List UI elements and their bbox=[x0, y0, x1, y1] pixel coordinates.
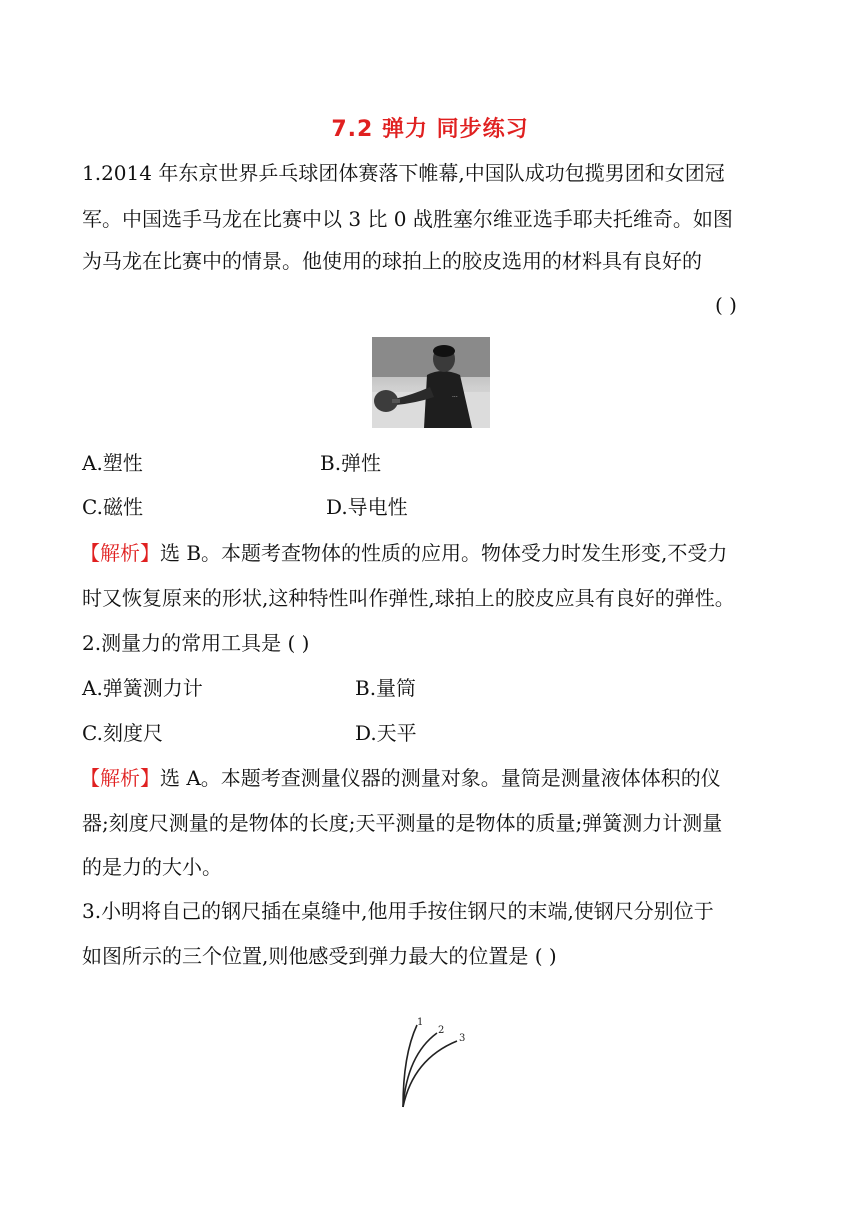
q1-analysis-line-2: 时又恢复原来的形状,这种特性叫作弹性,球拍上的胶皮应具有良好的弹性。 bbox=[82, 586, 735, 610]
q1-line-1: 1.2014 年东京世界乒乓球团体赛落下帷幕,中国队成功包揽男团和女团冠 bbox=[82, 161, 725, 185]
ruler-bending-figure bbox=[395, 1015, 475, 1110]
q1-option-a: A.塑性 bbox=[82, 451, 143, 475]
q1-answer-paren: ( ) bbox=[715, 293, 737, 317]
table-tennis-photo bbox=[372, 337, 490, 428]
q1-line-2: 军。中国选手马龙在比赛中以 3 比 0 战胜塞尔维亚选手耶夫托维奇。如图 bbox=[82, 207, 733, 231]
analysis-text: 选 B。本题考查物体的性质的应用。物体受力时发生形变,不受力 bbox=[160, 541, 728, 565]
q1-option-b: B.弹性 bbox=[320, 451, 382, 475]
label-2: 2 bbox=[438, 1025, 445, 1036]
q2-analysis-line-3: 的是力的大小。 bbox=[82, 855, 222, 879]
q2-option-c: C.刻度尺 bbox=[82, 721, 163, 745]
q2-option-b: B.量筒 bbox=[355, 676, 417, 700]
q1-line-3: 为马龙在比赛中的情景。他使用的球拍上的胶皮选用的材料具有良好的 bbox=[82, 249, 702, 273]
q2-stem: 2.测量力的常用工具是 ( ) bbox=[82, 631, 310, 655]
q1-analysis-line-1 bbox=[80, 540, 727, 566]
q1-option-c: C.磁性 bbox=[82, 495, 143, 519]
analysis-text: 选 A。本题考查测量仪器的测量对象。量筒是测量液体体积的仪 bbox=[160, 766, 721, 790]
analysis-tag: 【解析】 bbox=[80, 766, 160, 790]
q2-analysis-line-2: 器;刻度尺测量的是物体的长度;天平测量的是物体的质量;弹簧测力计测量 bbox=[82, 811, 723, 835]
ruler-position-3 bbox=[403, 1041, 457, 1107]
q3-line-2: 如图所示的三个位置,则他感受到弹力最大的位置是 ( ) bbox=[82, 944, 557, 968]
q1-option-d: D.导电性 bbox=[326, 495, 408, 519]
q2-option-d: D.天平 bbox=[355, 721, 417, 745]
q3-line-1: 3.小明将自己的钢尺插在桌缝中,他用手按住钢尺的末端,使钢尺分别位于 bbox=[82, 899, 714, 923]
label-1: 1 bbox=[417, 1017, 424, 1028]
analysis-tag: 【解析】 bbox=[80, 541, 160, 565]
q2-analysis-line-1 bbox=[80, 765, 721, 791]
label-3: 3 bbox=[459, 1033, 466, 1044]
page-title: 7.2 弹力 同步练习 bbox=[331, 117, 529, 142]
q2-option-a: A.弹簧测力计 bbox=[82, 676, 203, 700]
ruler-position-2 bbox=[403, 1033, 437, 1107]
svg-text:···: ··· bbox=[452, 394, 458, 401]
